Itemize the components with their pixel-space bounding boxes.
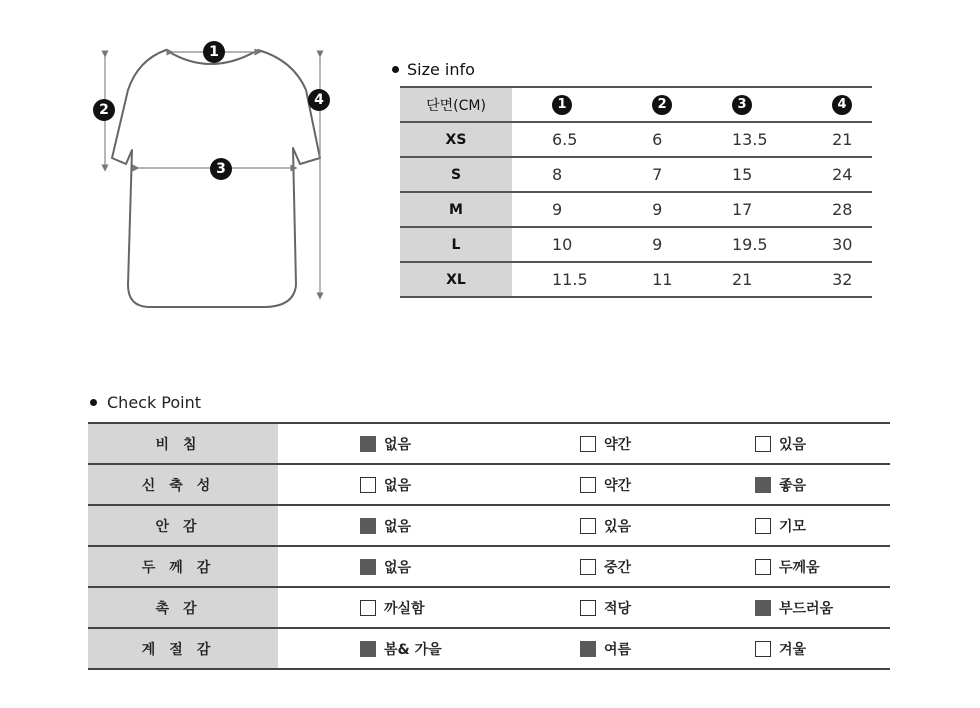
check-row (88, 464, 890, 505)
size-value: 21 (731, 270, 753, 289)
check-row (88, 546, 890, 587)
check-option-inner (755, 639, 890, 659)
check-option (278, 546, 580, 587)
size-label: XL (400, 262, 512, 297)
check-option-inner (580, 475, 755, 495)
check-option-label: 여름 (604, 641, 632, 658)
check-option (755, 587, 890, 628)
check-row (88, 505, 890, 546)
marker-3: 3 (210, 158, 232, 180)
checked-box-icon[interactable] (360, 436, 376, 452)
empty-box-icon[interactable] (580, 518, 596, 534)
checked-box-icon[interactable] (360, 559, 376, 575)
check-option (755, 546, 890, 587)
check-category: 비침 (88, 423, 278, 464)
bullet-icon (90, 399, 97, 406)
size-label: L (400, 227, 512, 262)
check-option-label: 기모 (779, 518, 807, 535)
check-point-title-text: Check Point (107, 393, 202, 412)
check-option (580, 464, 755, 505)
col-marker-2: 2 (652, 95, 672, 115)
size-label: S (400, 157, 512, 192)
check-option-inner (360, 434, 580, 454)
check-option-inner (580, 516, 755, 536)
check-option-label: 봄& 가을 (384, 641, 442, 658)
check-option-label: 중간 (604, 559, 632, 576)
check-option (278, 628, 580, 669)
size-label: M (400, 192, 512, 227)
check-option-inner (360, 516, 580, 536)
size-value: 24 (832, 165, 853, 184)
check-option (580, 423, 755, 464)
empty-box-icon[interactable] (755, 559, 771, 575)
check-option-inner (360, 598, 580, 618)
check-option (278, 505, 580, 546)
check-option-label: 겨울 (779, 641, 807, 658)
check-option-inner (360, 639, 580, 659)
check-option (755, 505, 890, 546)
tshirt-diagram (88, 30, 348, 320)
check-option-inner (580, 557, 755, 577)
size-value: 8 (552, 165, 563, 184)
empty-box-icon[interactable] (580, 436, 596, 452)
size-value: 7 (652, 165, 663, 184)
size-value: 6 (652, 130, 663, 149)
bullet-icon (392, 66, 399, 73)
check-option-inner (755, 434, 890, 454)
size-table (400, 86, 872, 298)
size-info-title (392, 60, 475, 79)
checked-box-icon[interactable] (580, 641, 596, 657)
size-value: 11 (652, 270, 673, 289)
check-option-inner (360, 475, 580, 495)
size-value: 9 (652, 235, 663, 254)
check-option-inner (755, 598, 890, 618)
col-marker-4: 4 (832, 95, 852, 115)
table-row (400, 227, 872, 262)
check-option (278, 423, 580, 464)
empty-box-icon[interactable] (580, 477, 596, 493)
check-option (278, 464, 580, 505)
check-option (580, 587, 755, 628)
check-option (755, 423, 890, 464)
marker-2: 2 (93, 99, 115, 121)
check-option-inner (360, 557, 580, 577)
empty-box-icon[interactable] (755, 641, 771, 657)
size-value: 9 (552, 200, 563, 219)
check-option-label: 약간 (604, 436, 632, 453)
checked-box-icon[interactable] (360, 641, 376, 657)
col-marker-1: 1 (552, 95, 572, 115)
empty-box-icon[interactable] (755, 436, 771, 452)
check-category: 계절감 (88, 628, 278, 669)
check-option (278, 587, 580, 628)
table-row (400, 122, 872, 157)
checked-box-icon[interactable] (755, 600, 771, 616)
check-option-label: 없음 (384, 477, 412, 494)
check-option (755, 628, 890, 669)
check-option-label: 좋음 (779, 477, 807, 494)
check-option (755, 464, 890, 505)
table-row (400, 192, 872, 227)
check-point-table (88, 422, 890, 670)
check-category: 촉감 (88, 587, 278, 628)
check-option-inner (580, 598, 755, 618)
empty-box-icon[interactable] (580, 600, 596, 616)
size-value: 21 (832, 130, 853, 149)
size-value: 15 (731, 165, 753, 184)
check-row (88, 587, 890, 628)
empty-box-icon[interactable] (360, 477, 376, 493)
check-option-inner (755, 475, 890, 495)
size-value: 10 (552, 235, 573, 254)
check-category: 신축성 (88, 464, 278, 505)
table-row (400, 262, 872, 297)
size-value: 6.5 (552, 130, 578, 149)
check-option-inner (580, 639, 755, 659)
check-option (580, 546, 755, 587)
size-table-header (400, 87, 872, 122)
check-option-label: 없음 (384, 559, 412, 576)
size-value: 13.5 (731, 130, 768, 149)
check-category: 두께감 (88, 546, 278, 587)
checked-box-icon[interactable] (755, 477, 771, 493)
checked-box-icon[interactable] (360, 518, 376, 534)
marker-1: 1 (203, 41, 225, 63)
check-option-inner (755, 557, 890, 577)
check-option-label: 약간 (604, 477, 632, 494)
size-value: 11.5 (552, 270, 588, 289)
size-value: 19.5 (731, 235, 768, 254)
size-header-label: 단면(CM) (400, 87, 512, 122)
col-marker-3: 3 (732, 95, 752, 115)
check-option-inner (755, 516, 890, 536)
check-option (580, 628, 755, 669)
check-option (580, 505, 755, 546)
size-value: 17 (731, 200, 753, 219)
check-option-label: 부드러움 (779, 600, 834, 617)
check-option-label: 까실함 (384, 600, 425, 617)
size-label: XS (400, 122, 512, 157)
empty-box-icon[interactable] (360, 600, 376, 616)
check-category: 안감 (88, 505, 278, 546)
empty-box-icon[interactable] (755, 518, 771, 534)
size-info-title-text: Size info (407, 60, 475, 79)
check-row (88, 628, 890, 669)
size-value: 30 (832, 235, 853, 254)
size-value: 28 (832, 200, 853, 219)
check-row (88, 423, 890, 464)
empty-box-icon[interactable] (580, 559, 596, 575)
check-option-label: 없음 (384, 518, 412, 535)
check-option-label: 두께움 (779, 559, 820, 576)
marker-4: 4 (308, 89, 330, 111)
check-point-title (90, 393, 201, 412)
check-option-label: 있음 (604, 518, 632, 535)
check-option-label: 있음 (779, 436, 807, 453)
check-option-label: 적당 (604, 600, 632, 617)
size-value: 9 (652, 200, 663, 219)
table-row (400, 157, 872, 192)
size-value: 32 (832, 270, 853, 289)
check-option-inner (580, 434, 755, 454)
check-option-label: 없음 (384, 436, 412, 453)
